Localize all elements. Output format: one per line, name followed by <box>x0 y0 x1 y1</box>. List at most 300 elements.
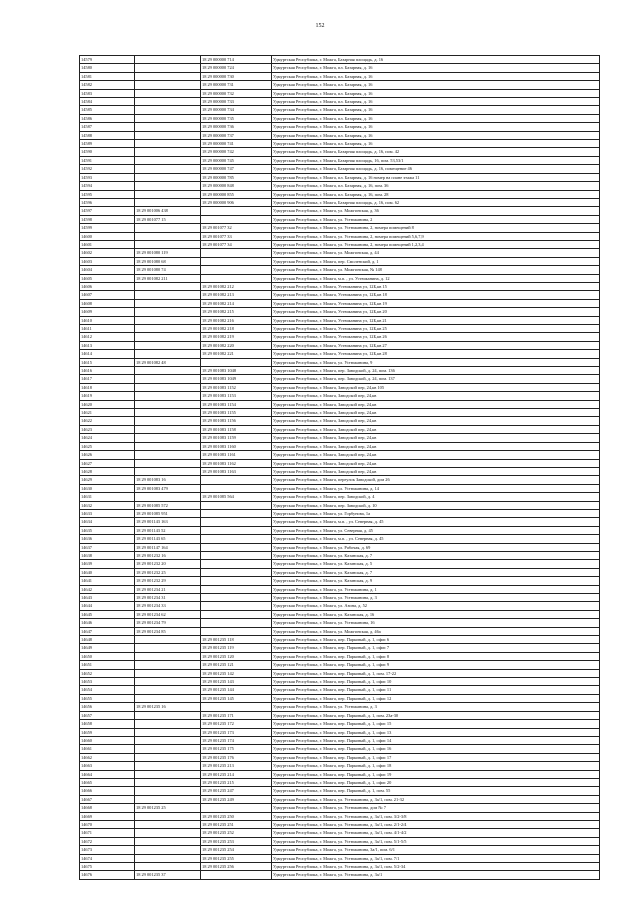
row-number-cell: 14665 <box>80 778 135 786</box>
parcel-number-cell <box>135 762 201 770</box>
row-number-cell: 14601 <box>80 240 135 248</box>
parcel-number-cell <box>135 156 201 164</box>
row-number-cell: 14627 <box>80 459 135 467</box>
address-cell: Удмуртская Республика, г. Можга, ул. Горбунова, 1а <box>272 509 600 517</box>
object-number-cell: 18 29 000000 735 <box>201 114 272 122</box>
address-cell: Удмуртская Республика, г. Можга, Заводской пер, 24,кв 105 <box>272 383 600 391</box>
address-cell: Удмуртская Республика, г. Можга, Заводской пер, 24,кв <box>272 400 600 408</box>
object-number-cell: 18 29 000000 848 <box>201 182 272 190</box>
address-cell: Удмуртская Республика, г. Можга, ул. Устюжанина, 16 <box>272 619 600 627</box>
table-row <box>80 249 600 257</box>
parcel-number-cell <box>135 148 201 156</box>
parcel-number-cell <box>135 459 201 467</box>
address-cell: Удмуртская Республика, г. Можга, пер. Парковый, д. 1, пом. 17-22 <box>272 669 600 677</box>
parcel-number-cell <box>135 72 201 80</box>
object-number-cell: 18 29 001077 32 <box>201 224 272 232</box>
row-number-cell: 14595 <box>80 190 135 198</box>
address-cell: Удмуртская Республика, г. Можга, пер. Парковый, д. 1, офис 18 <box>272 762 600 770</box>
address-cell: Удмуртская Республика, г. Можга, Заводской пер, 24,кв <box>272 467 600 475</box>
object-number-cell: 18 29 001082 216 <box>201 316 272 324</box>
address-cell: Удмуртская Республика, г. Можга, переулок Заводской, дом 26 <box>272 476 600 484</box>
row-number-cell: 14641 <box>80 577 135 585</box>
row-number-cell: 14654 <box>80 686 135 694</box>
table-row <box>80 451 600 459</box>
row-number-cell: 14638 <box>80 551 135 559</box>
parcel-number-cell: 18 29 001080 119 <box>135 249 201 257</box>
object-number-cell: 18 29 000000 731 <box>201 81 272 89</box>
object-number-cell: 18 29 001235 247 <box>201 787 272 795</box>
row-number-cell: 14657 <box>80 711 135 719</box>
parcel-number-cell <box>135 652 201 660</box>
row-number-cell: 14664 <box>80 770 135 778</box>
object-number-cell <box>201 551 272 559</box>
parcel-number-cell: 18 29 001234 79 <box>135 619 201 627</box>
parcel-number-cell: 18 29 001234 31 <box>135 594 201 602</box>
object-number-cell: 18 29 001235 144 <box>201 686 272 694</box>
table-row <box>80 291 600 299</box>
object-number-cell <box>201 619 272 627</box>
parcel-number-cell <box>135 375 201 383</box>
address-cell: Удмуртская Республика, г. Можга, пл. Базарная, д. 16 <box>272 89 600 97</box>
table-row <box>80 644 600 652</box>
table-row <box>80 131 600 139</box>
address-cell: Удмуртская Республика, г. Можга, пер. Заводской, д. 4 <box>272 493 600 501</box>
object-number-cell: 18 29 001082 213 <box>201 291 272 299</box>
address-cell: Удмуртская Республика, г. Можга, пл. Базарная, д. 16 <box>272 140 600 148</box>
object-number-cell <box>201 535 272 543</box>
row-number-cell: 14668 <box>80 804 135 812</box>
row-number-cell: 14623 <box>80 425 135 433</box>
row-number-cell: 14613 <box>80 341 135 349</box>
table-row <box>80 409 600 417</box>
address-cell: Удмуртская Республика, г. Можга, пл. Базарная, д. 16 <box>272 64 600 72</box>
object-number-cell: 18 29 001077 33 <box>201 232 272 240</box>
table-row <box>80 114 600 122</box>
row-number-cell: 14647 <box>80 627 135 635</box>
table-row <box>80 678 600 686</box>
table-row <box>80 535 600 543</box>
address-cell: Удмуртская Республика, г. Можга, пер. Парковый, д. 1, офис 11 <box>272 686 600 694</box>
parcel-number-cell <box>135 863 201 871</box>
parcel-number-cell <box>135 636 201 644</box>
row-number-cell: 14631 <box>80 493 135 501</box>
table-row <box>80 417 600 425</box>
address-cell: Удмуртская Республика, г. Можга, Заводской пер, 24,кв <box>272 417 600 425</box>
object-number-cell: 18 29 001082 212 <box>201 282 272 290</box>
object-number-cell: 18 29 001235 175 <box>201 745 272 753</box>
row-number-cell: 14600 <box>80 232 135 240</box>
table-row <box>80 98 600 106</box>
table-row <box>80 207 600 215</box>
row-number-cell: 14593 <box>80 173 135 181</box>
address-cell: Удмуртская Республика, г. Можга, пл. Базарная, д. 16 <box>272 98 600 106</box>
address-cell: Удмуртская Республика, г. Можга, ул. Устюжанина, 3а/1, пом. 6/1 <box>272 846 600 854</box>
object-number-cell: 18 29 000000 724 <box>201 64 272 72</box>
object-number-cell: 18 29 001235 249 <box>201 795 272 803</box>
parcel-number-cell: 18 29 001234 33 <box>135 602 201 610</box>
address-cell: Удмуртская Республика, г. Можга, Заводской пер, 24,кв <box>272 425 600 433</box>
parcel-number-cell <box>135 308 201 316</box>
row-number-cell: 14675 <box>80 863 135 871</box>
parcel-number-cell <box>135 669 201 677</box>
row-number-cell: 14649 <box>80 644 135 652</box>
table-row <box>80 434 600 442</box>
row-number-cell: 14643 <box>80 594 135 602</box>
object-number-cell <box>201 509 272 517</box>
table-row <box>80 619 600 627</box>
row-number-cell: 14628 <box>80 467 135 475</box>
row-number-cell: 14626 <box>80 451 135 459</box>
row-number-cell: 14621 <box>80 409 135 417</box>
object-number-cell: 18 29 001235 145 <box>201 694 272 702</box>
row-number-cell: 14663 <box>80 762 135 770</box>
table-row <box>80 854 600 862</box>
table-row <box>80 543 600 551</box>
row-number-cell: 14651 <box>80 661 135 669</box>
object-number-cell: 18 29 001235 173 <box>201 728 272 736</box>
address-cell: Удмуртская Республика, г. Можга, ул. Устюжанина, 9 <box>272 358 600 366</box>
row-number-cell: 14622 <box>80 417 135 425</box>
row-number-cell: 14650 <box>80 652 135 660</box>
object-number-cell: 18 29 000000 855 <box>201 190 272 198</box>
table-row <box>80 568 600 576</box>
object-number-cell: 18 29 000000 730 <box>201 72 272 80</box>
page-number: 152 <box>315 23 325 29</box>
row-number-cell: 14605 <box>80 274 135 282</box>
parcel-number-cell <box>135 291 201 299</box>
row-number-cell: 14611 <box>80 325 135 333</box>
object-number-cell: 18 29 001083 1158 <box>201 425 272 433</box>
table-row <box>80 770 600 778</box>
parcel-number-cell <box>135 820 201 828</box>
parcel-number-cell: 18 29 001232 20 <box>135 560 201 568</box>
parcel-number-cell <box>135 736 201 744</box>
row-number-cell: 14582 <box>80 81 135 89</box>
address-cell: Удмуртская Республика, г. Можга, пер. Заводской, д. 10 <box>272 501 600 509</box>
address-cell: Удмуртская Республика, г. Можга, ул. Устюжанина, д. 1 <box>272 585 600 593</box>
table-row <box>80 871 600 879</box>
parcel-number-cell: 18 29 001232 25 <box>135 568 201 576</box>
row-number-cell: 14609 <box>80 308 135 316</box>
row-number-cell: 14617 <box>80 375 135 383</box>
address-cell: Удмуртская Республика, г. Можга, ул. Можгинская, № 148 <box>272 266 600 274</box>
object-number-cell <box>201 577 272 585</box>
object-number-cell: 18 29 001235 121 <box>201 661 272 669</box>
row-number-cell: 14610 <box>80 316 135 324</box>
parcel-number-cell <box>135 728 201 736</box>
address-cell: Удмуртская Республика, г. Можга, Базарная площадь, д. 16, пом. 62 <box>272 198 600 206</box>
object-number-cell <box>201 602 272 610</box>
table-row <box>80 442 600 450</box>
address-cell: Удмуртская Республика, г. Можга, ул. Казанская, д. 16 <box>272 610 600 618</box>
parcel-number-cell <box>135 173 201 181</box>
parcel-number-cell <box>135 350 201 358</box>
object-number-cell: 18 29 001235 252 <box>201 829 272 837</box>
address-cell: Удмуртская Республика, г. Можга, ул. Казанская, д. 9 <box>272 577 600 585</box>
address-cell: Удмуртская Республика, г. Можга, ул. Устюжанина, 2, номера помещений 1,2,3,4 <box>272 240 600 248</box>
object-number-cell: 18 29 001235 118 <box>201 636 272 644</box>
parcel-number-cell <box>135 198 201 206</box>
object-number-cell <box>201 560 272 568</box>
parcel-number-cell: 18 29 001082 48 <box>135 358 201 366</box>
row-number-cell: 14637 <box>80 543 135 551</box>
parcel-number-cell: 18 29 001080 74 <box>135 266 201 274</box>
parcel-number-cell: 18 29 001147 164 <box>135 543 201 551</box>
address-cell: Удмуртская Республика, г. Можга, ул. Казанская, д. 7 <box>272 568 600 576</box>
object-number-cell: 18 29 001235 120 <box>201 652 272 660</box>
object-number-cell: 18 29 001235 213 <box>201 762 272 770</box>
row-number-cell: 14589 <box>80 140 135 148</box>
address-cell: Удмуртская Республика, г. Можга, пер. Заводской, д. 24, пом. 137 <box>272 375 600 383</box>
row-number-cell: 14580 <box>80 64 135 72</box>
table-row <box>80 266 600 274</box>
row-number-cell: 14596 <box>80 198 135 206</box>
table-row <box>80 602 600 610</box>
table-row <box>80 375 600 383</box>
parcel-number-cell <box>135 425 201 433</box>
object-number-cell: 18 29 001083 1152 <box>201 383 272 391</box>
table-row <box>80 728 600 736</box>
table-row <box>80 585 600 593</box>
object-number-cell: 18 29 000000 742 <box>201 148 272 156</box>
object-number-cell: 18 29 000000 734 <box>201 106 272 114</box>
row-number-cell: 14624 <box>80 434 135 442</box>
row-number-cell: 14581 <box>80 72 135 80</box>
registry-table-body <box>80 56 600 880</box>
address-cell: Удмуртская Республика, г. Можга, ул. Устюжанина, 2, номера помещений 8 <box>272 224 600 232</box>
parcel-number-cell <box>135 333 201 341</box>
table-row <box>80 350 600 358</box>
address-cell: Удмуртская Республика, г. Можга, пер. Парковый, д. 1, офис 6 <box>272 636 600 644</box>
address-cell: Удмуртская Республика, г. Можга, пер. Парковый, д. 1, пом. 23а-30 <box>272 711 600 719</box>
row-number-cell: 14639 <box>80 560 135 568</box>
object-number-cell: 18 29 001235 251 <box>201 820 272 828</box>
table-row <box>80 787 600 795</box>
parcel-number-cell <box>135 367 201 375</box>
object-number-cell: 18 29 001083 1154 <box>201 400 272 408</box>
address-cell: Удмуртская Республика, г. Можга, Базарная площадь, 16, пом. 53,53/1 <box>272 156 600 164</box>
address-cell: Удмуртская Республика, г. Можга, пер. Парковый, д. 1, офис 20 <box>272 778 600 786</box>
parcel-number-cell <box>135 846 201 854</box>
object-number-cell: 18 29 001082 220 <box>201 341 272 349</box>
row-number-cell: 14588 <box>80 131 135 139</box>
row-number-cell: 14646 <box>80 619 135 627</box>
address-cell: Удмуртская Республика, г. Можга, Устюжанина ул, 12Б,кв 25 <box>272 325 600 333</box>
table-row <box>80 467 600 475</box>
object-number-cell: 18 29 000000 747 <box>201 165 272 173</box>
address-cell: Удмуртская Республика, г. Можга, ул. Устюжанина, 2 <box>272 215 600 223</box>
object-number-cell <box>201 249 272 257</box>
table-row <box>80 156 600 164</box>
address-cell: Удмуртская Республика, г. Можга, м.п. , ул. Северная, д. 45 <box>272 518 600 526</box>
table-row <box>80 274 600 282</box>
object-number-cell: 18 29 001083 1153 <box>201 392 272 400</box>
address-cell: Удмуртская Республика, г. Можга, Устюжанина ул, 12Б,кв 26 <box>272 333 600 341</box>
table-row <box>80 257 600 265</box>
parcel-number-cell <box>135 131 201 139</box>
row-number-cell: 14592 <box>80 165 135 173</box>
parcel-number-cell <box>135 829 201 837</box>
address-cell: Удмуртская Республика, г. Можга, Устюжанина ул, 12Б,кв 19 <box>272 299 600 307</box>
object-number-cell <box>201 526 272 534</box>
parcel-number-cell <box>135 240 201 248</box>
row-number-cell: 14674 <box>80 854 135 862</box>
table-row <box>80 182 600 190</box>
parcel-number-cell <box>135 400 201 408</box>
table-row <box>80 501 600 509</box>
address-cell: Удмуртская Республика, г. Можга, пл. Базарная, д. 16 номер на плане этажа 11 <box>272 173 600 181</box>
parcel-number-cell: 18 29 001006 438 <box>135 207 201 215</box>
table-row <box>80 795 600 803</box>
object-number-cell: 18 29 001235 214 <box>201 770 272 778</box>
parcel-number-cell: 18 29 001143 163 <box>135 518 201 526</box>
table-row <box>80 198 600 206</box>
row-number-cell: 14629 <box>80 476 135 484</box>
registry-table <box>79 55 600 880</box>
row-number-cell: 14584 <box>80 98 135 106</box>
object-number-cell: 18 29 001235 253 <box>201 837 272 845</box>
address-cell: Удмуртская Республика, г. Можга, пл. Базарная, д. 16, пом. 36 <box>272 182 600 190</box>
table-row <box>80 804 600 812</box>
object-number-cell <box>201 518 272 526</box>
parcel-number-cell <box>135 392 201 400</box>
parcel-number-cell <box>135 678 201 686</box>
row-number-cell: 14659 <box>80 728 135 736</box>
address-cell: Удмуртская Республика, г. Можга, Заводской пер, 24,кв <box>272 434 600 442</box>
address-cell: Удмуртская Республика, г. Можга, ул. Азина, д. 52 <box>272 602 600 610</box>
address-cell: Удмуртская Республика, г. Можга, пл. Базарная, д. 16 <box>272 72 600 80</box>
table-row <box>80 762 600 770</box>
table-row <box>80 560 600 568</box>
parcel-number-cell <box>135 442 201 450</box>
table-row <box>80 846 600 854</box>
address-cell: Удмуртская Республика, г. Можга, пл. Базарная, д. 16 <box>272 131 600 139</box>
parcel-number-cell: 18 29 001232 29 <box>135 577 201 585</box>
parcel-number-cell <box>135 745 201 753</box>
object-number-cell: 18 29 001083 1156 <box>201 417 272 425</box>
object-number-cell <box>201 610 272 618</box>
object-number-cell: 18 29 000000 736 <box>201 123 272 131</box>
table-row <box>80 123 600 131</box>
row-number-cell: 14602 <box>80 249 135 257</box>
table-row <box>80 610 600 618</box>
address-cell: Удмуртская Республика, г. Можга, ул. Устюжанина, д. 3а/1 <box>272 871 600 879</box>
address-cell: Удмуртская Республика, г. Можга, Устюжанина ул, 12Б,кв 15 <box>272 282 600 290</box>
table-row <box>80 106 600 114</box>
address-cell: Удмуртская Республика, г. Можга, пер. Парковый, д. 1, офис 10 <box>272 678 600 686</box>
row-number-cell: 14620 <box>80 400 135 408</box>
parcel-number-cell <box>135 451 201 459</box>
address-cell: Удмуртская Республика, г. Можга, м.п. , ул. Северная, д. 45 <box>272 535 600 543</box>
table-row <box>80 863 600 871</box>
object-number-cell: 18 29 001235 174 <box>201 736 272 744</box>
row-number-cell: 14652 <box>80 669 135 677</box>
row-number-cell: 14632 <box>80 501 135 509</box>
parcel-number-cell <box>135 434 201 442</box>
table-row <box>80 636 600 644</box>
table-row <box>80 282 600 290</box>
address-cell: Удмуртская Республика, г. Можга, ул. Можгинская, д. 46а <box>272 627 600 635</box>
table-row <box>80 72 600 80</box>
row-number-cell: 14594 <box>80 182 135 190</box>
table-row <box>80 56 600 64</box>
row-number-cell: 14585 <box>80 106 135 114</box>
parcel-number-cell <box>135 341 201 349</box>
table-row <box>80 400 600 408</box>
parcel-number-cell <box>135 837 201 845</box>
address-cell: Удмуртская Республика, г. Можга, ул. Устюжанина, д. 3а/1, пом. 2/1-2/4 <box>272 820 600 828</box>
parcel-number-cell: 18 29 001083 479 <box>135 484 201 492</box>
address-cell: Удмуртская Республика, г. Можга, пер. Парковый, д. 1, офис 8 <box>272 652 600 660</box>
row-number-cell: 14648 <box>80 636 135 644</box>
object-number-cell: 18 29 001235 176 <box>201 753 272 761</box>
address-cell: Удмуртская Республика, г. Можга, ул. Рабочая, д. 69 <box>272 543 600 551</box>
address-cell: Удмуртская Республика, г. Можга, Заводской пер, 24,кв <box>272 442 600 450</box>
parcel-number-cell <box>135 64 201 72</box>
parcel-number-cell <box>135 417 201 425</box>
table-row <box>80 694 600 702</box>
table-row <box>80 711 600 719</box>
row-number-cell: 14579 <box>80 56 135 64</box>
row-number-cell: 14667 <box>80 795 135 803</box>
row-number-cell: 14640 <box>80 568 135 576</box>
parcel-number-cell <box>135 644 201 652</box>
object-number-cell: 18 29 000000 737 <box>201 131 272 139</box>
address-cell: Удмуртская Республика, г. Можга, Заводской пер, 24,кв <box>272 451 600 459</box>
row-number-cell: 14673 <box>80 846 135 854</box>
object-number-cell: 18 29 000000 906 <box>201 198 272 206</box>
address-cell: Удмуртская Республика, г. Можга, пер. Парковый, д. 1, офис 19 <box>272 770 600 778</box>
row-number-cell: 14645 <box>80 610 135 618</box>
parcel-number-cell: 18 29 001234 85 <box>135 627 201 635</box>
object-number-cell <box>201 871 272 879</box>
table-row <box>80 190 600 198</box>
parcel-number-cell <box>135 778 201 786</box>
address-cell: Удмуртская Республика, г. Можга, пер. Парковый, д. 1, офис 14 <box>272 736 600 744</box>
parcel-number-cell: 18 29 001232 16 <box>135 551 201 559</box>
table-row <box>80 686 600 694</box>
object-number-cell: 18 29 001235 171 <box>201 711 272 719</box>
table-row <box>80 89 600 97</box>
table-row <box>80 358 600 366</box>
row-number-cell: 14671 <box>80 829 135 837</box>
table-row <box>80 661 600 669</box>
address-cell: Удмуртская Республика, г. Можга, Устюжанина ул, 12Б,кв 21 <box>272 316 600 324</box>
row-number-cell: 14653 <box>80 678 135 686</box>
address-cell: Удмуртская Республика, г. Можга, ул. Устюжанина, д. 3а/1, пом. 5/2-34 <box>272 863 600 871</box>
table-row <box>80 669 600 677</box>
parcel-number-cell <box>135 661 201 669</box>
address-cell: Удмуртская Республика, г. Можга, Устюжанина ул, 12Б,кв 27 <box>272 341 600 349</box>
object-number-cell: 18 29 001235 119 <box>201 644 272 652</box>
parcel-number-cell <box>135 182 201 190</box>
parcel-number-cell <box>135 232 201 240</box>
row-number-cell: 14616 <box>80 367 135 375</box>
object-number-cell <box>201 358 272 366</box>
table-row <box>80 476 600 484</box>
table-row <box>80 308 600 316</box>
row-number-cell: 14587 <box>80 123 135 131</box>
row-number-cell: 14644 <box>80 602 135 610</box>
row-number-cell: 14591 <box>80 156 135 164</box>
object-number-cell <box>201 257 272 265</box>
table-row <box>80 459 600 467</box>
parcel-number-cell <box>135 493 201 501</box>
table-row <box>80 526 600 534</box>
row-number-cell: 14597 <box>80 207 135 215</box>
row-number-cell: 14614 <box>80 350 135 358</box>
parcel-number-cell <box>135 106 201 114</box>
